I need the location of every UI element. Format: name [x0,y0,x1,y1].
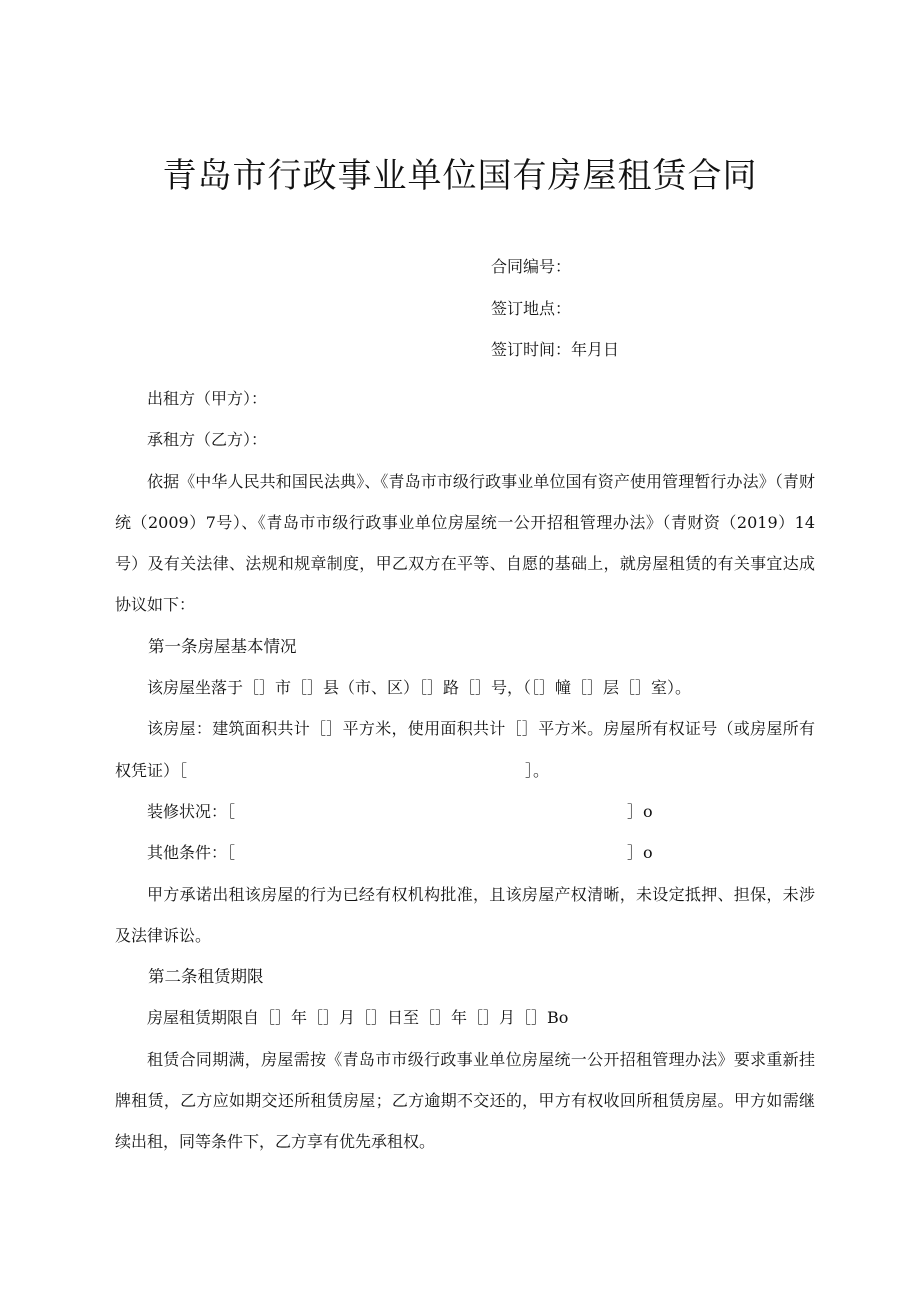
lessee-line: 承租方（乙方）： [147,430,268,450]
property-area-text: 该房屋：建筑面积共计［］平方米，使用面积共计［］平方米。房屋所有权证号（或房屋所有权凭证）［ [115,719,815,780]
document-title: 青岛市行政事业单位国有房屋租赁合同 [162,156,758,196]
decoration-status-label: 装修状况：［ [147,801,236,821]
legal-basis-paragraph: 依据《中华人民共和国民法典》、《青岛市市级行政事业单位国有资产使用管理暂行办法》（青财统（2009）7号）、《青岛市市级行政事业单位房屋统一公开招租管理办法》（青财资（2019）14号）及有关法律、法规和规章制度，甲乙双方在平等、自愿的基础上，就房屋租赁的有关事宜达成协议如下： [115,471,815,615]
lessor-commitment-paragraph: 甲方承诺出租该房屋的行为已经有权机构批准，且该房屋产权清晰，未设定抵押、担保，未涉及法律诉讼。 [115,884,815,945]
property-area-close: ］。 [525,760,550,780]
property-location-paragraph: 该房屋坐落于［］市［］县（市、区）［］路［］号，（［］幢［］层［］室）。 [147,678,692,698]
decoration-status-close: ］o [627,801,653,821]
other-conditions-close: ］o [627,843,653,863]
signing-time-field: 签订时间：年月日 [491,340,620,359]
decoration-status-line [115,791,815,832]
signing-place-field: 签订地点： [491,299,572,318]
contract-number-field: 合同编号： [491,257,572,276]
article-2-heading: 第二条租赁期限 [148,967,264,987]
other-conditions-label: 其他条件：［ [147,843,236,863]
other-conditions-line [115,832,815,873]
lessor-line: 出租方（甲方）： [147,389,268,408]
lease-period-line: 房屋租赁期限自［］年［］月［］日至［］年［］月［］Bo [147,1008,569,1028]
article-1-heading: 第一条房屋基本情况 [148,636,297,656]
contract-body [115,378,815,1163]
lease-expiry-paragraph: 租赁合同期满，房屋需按《青岛市市级行政事业单位房屋统一公开招租管理办法》要求重新挂牌租赁，乙方应如期交还所租赁房屋；乙方逾期不交还的，甲方有权收回所租赁房屋。甲方如需继续出租，同等条件下，乙方享有优先承租权。 [115,1049,815,1152]
property-area-paragraph [115,708,815,791]
